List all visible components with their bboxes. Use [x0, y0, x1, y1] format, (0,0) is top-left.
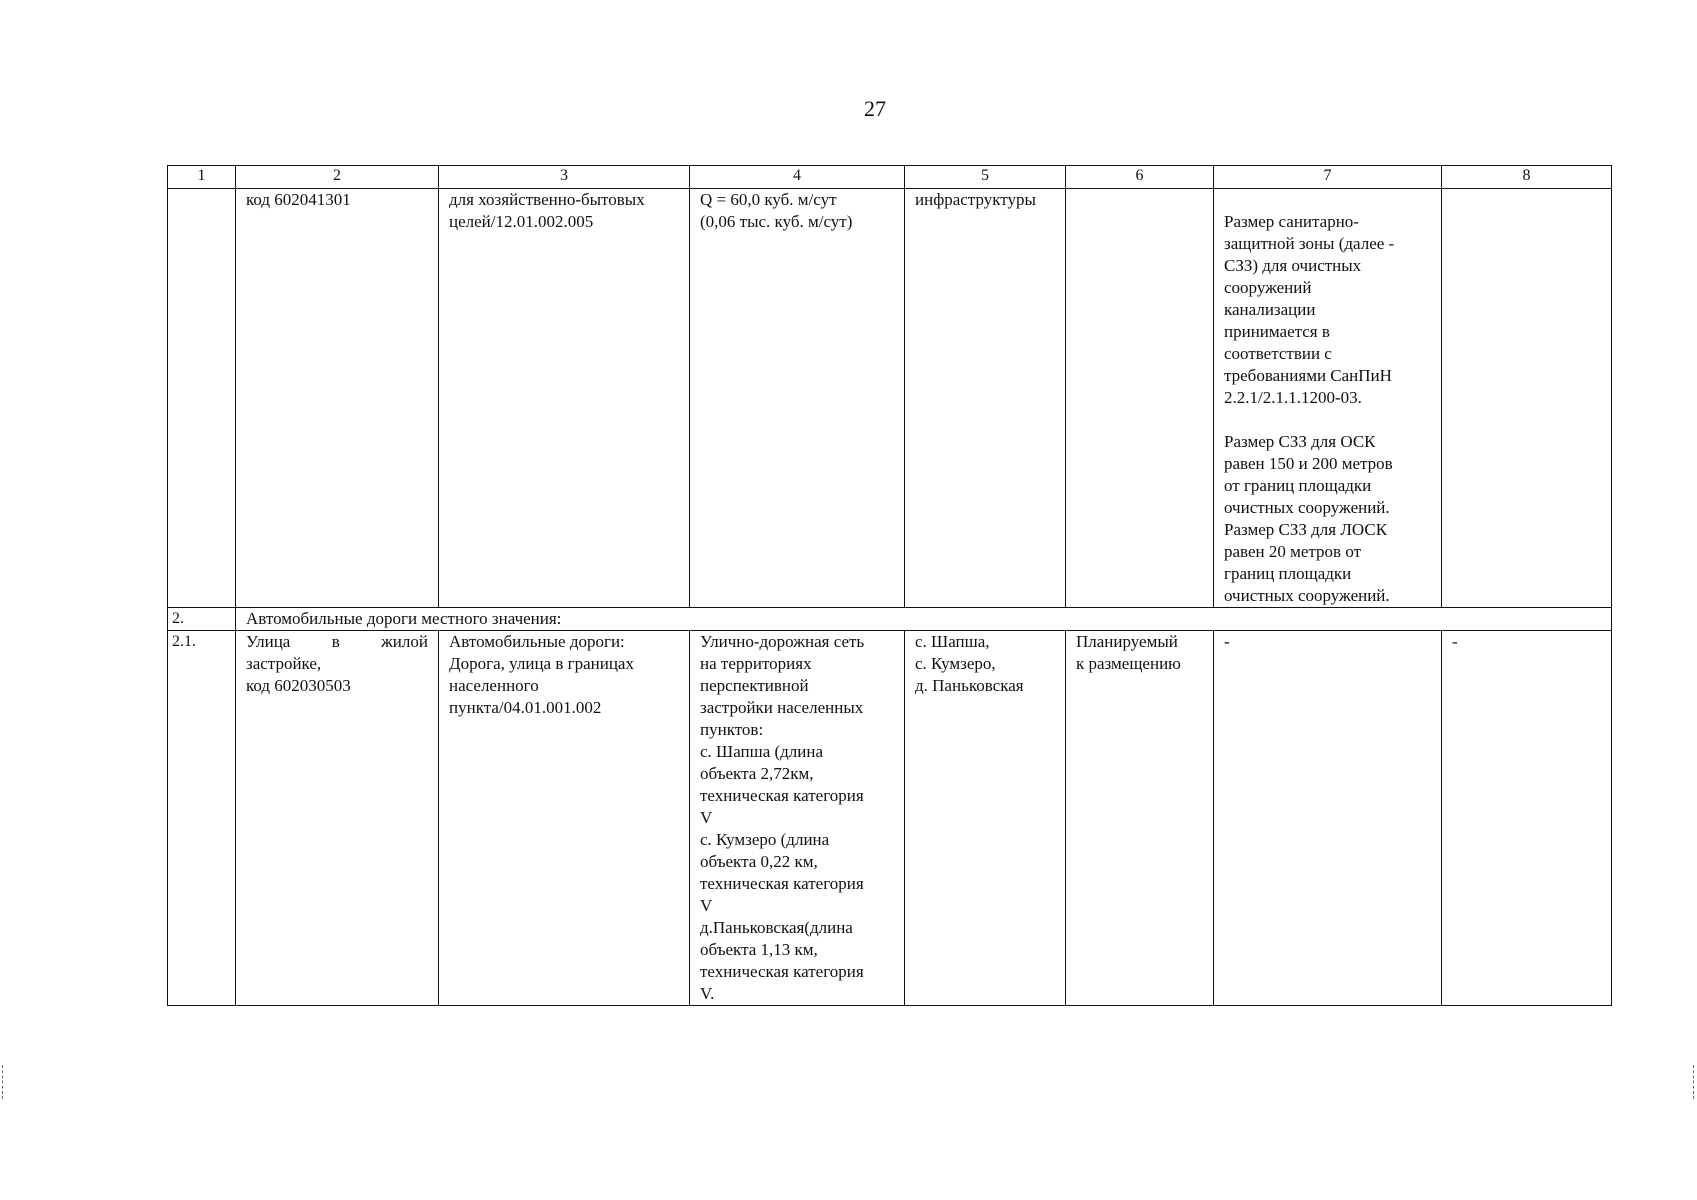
- cell-number: [168, 189, 236, 608]
- text-line: с. Шапша,: [915, 632, 990, 651]
- text-line: с. Шапша (длина: [700, 742, 824, 761]
- text-line: Дорога, улица в границах: [449, 654, 634, 673]
- planning-table: [167, 165, 1612, 1006]
- text-line: Размер СЗЗ для ОСК: [1224, 432, 1376, 451]
- cell-purpose: [439, 631, 690, 1006]
- text-line: V: [700, 896, 713, 915]
- table-row-continued: [168, 189, 1612, 608]
- cell-zones: [1214, 189, 1442, 608]
- scan-edge-mark-left: [2, 1065, 5, 1099]
- column-header: 3: [439, 166, 690, 189]
- text-line: равен 150 и 200 метров: [1224, 454, 1393, 473]
- page-number: 27: [864, 96, 886, 121]
- section-title: Автомобильные дороги местного значения:: [236, 608, 1612, 631]
- text-line: объекта 2,72км,: [700, 764, 814, 783]
- text-line: пункта/04.01.001.002: [449, 698, 602, 717]
- table-row: [168, 631, 1612, 1006]
- text-line: перспективной: [700, 676, 809, 695]
- cell-zones: -: [1214, 631, 1442, 1006]
- text-line: населенного: [449, 676, 539, 695]
- column-header: 5: [905, 166, 1066, 189]
- text-line: защитной зоны (далее -: [1224, 234, 1395, 253]
- column-header: 2: [236, 166, 439, 189]
- text-line: Размер СЗЗ для ЛОСК: [1224, 520, 1388, 539]
- section-row: [168, 608, 1612, 631]
- cell-characteristics: [690, 189, 905, 608]
- column-header: 8: [1442, 166, 1612, 189]
- text-line: Автомобильные дороги:: [449, 632, 625, 651]
- text-line: код 602030503: [246, 676, 351, 695]
- text-line: д. Паньковская: [915, 676, 1024, 695]
- column-header: 7: [1214, 166, 1442, 189]
- text-line: пунктов:: [700, 720, 764, 739]
- cell-characteristics: [690, 631, 905, 1006]
- text-line: V.: [700, 984, 715, 1003]
- text-line: Размер санитарно-: [1224, 212, 1359, 231]
- text-line: целей/12.01.002.005: [449, 212, 594, 231]
- text-line: от границ площадки: [1224, 476, 1372, 495]
- text-line: очистных сооружений.: [1224, 498, 1390, 517]
- text-line: границ площадки: [1224, 564, 1352, 583]
- text-line: застройки населенных: [700, 698, 864, 717]
- cell-object-name: [236, 631, 439, 1006]
- text-line: 2.2.1/2.1.1.1200-03.: [1224, 388, 1362, 407]
- text-line: очистных сооружений.: [1224, 586, 1390, 605]
- text-line: для хозяйственно-бытовых: [449, 190, 645, 209]
- text-line: техническая категория: [700, 786, 864, 805]
- text-line: техническая категория: [700, 962, 864, 981]
- column-number-row: [168, 166, 1612, 189]
- column-header: 6: [1066, 166, 1214, 189]
- text-line: с. Кумзеро,: [915, 654, 996, 673]
- text-line: (0,06 тыс. куб. м/сут): [700, 212, 853, 231]
- scan-edge-mark-right: [1693, 1065, 1696, 1099]
- cell-location: инфраструктуры: [905, 189, 1066, 608]
- text-line: застройке,: [246, 654, 322, 673]
- section-number: 2.: [168, 608, 236, 631]
- text-line: принимается в: [1224, 322, 1330, 341]
- text-line: Планируемый: [1076, 632, 1178, 651]
- text-line: канализации: [1224, 300, 1316, 319]
- text-line: соответствии с: [1224, 344, 1332, 363]
- text-line: V: [700, 808, 713, 827]
- text-line: к размещению: [1076, 654, 1181, 673]
- column-header: 4: [690, 166, 905, 189]
- text-line: объекта 0,22 км,: [700, 852, 818, 871]
- text-line: требованиями СанПиН: [1224, 366, 1392, 385]
- justified-line: Улица в жилой: [246, 632, 428, 651]
- cell-purpose: [439, 189, 690, 608]
- cell-status: [1066, 631, 1214, 1006]
- row-number: 2.1.: [168, 631, 236, 1006]
- text-line: СЗЗ) для очистных: [1224, 256, 1362, 275]
- cell-status: [1066, 189, 1214, 608]
- column-header: 1: [168, 166, 236, 189]
- text-line: д.Паньковская(длина: [700, 918, 853, 937]
- text-line: на территориях: [700, 654, 812, 673]
- cell-object-code: код 602041301: [236, 189, 439, 608]
- text-line: с. Кумзеро (длина: [700, 830, 830, 849]
- cell-note: -: [1442, 631, 1612, 1006]
- text-line: техническая категория: [700, 874, 864, 893]
- text-line: сооружений: [1224, 278, 1312, 297]
- text-line: Q = 60,0 куб. м/сут: [700, 190, 837, 209]
- cell-note: [1442, 189, 1612, 608]
- text-line: объекта 1,13 км,: [700, 940, 818, 959]
- cell-location: [905, 631, 1066, 1006]
- text-line: Улично-дорожная сеть: [700, 632, 865, 651]
- text-line: равен 20 метров от: [1224, 542, 1362, 561]
